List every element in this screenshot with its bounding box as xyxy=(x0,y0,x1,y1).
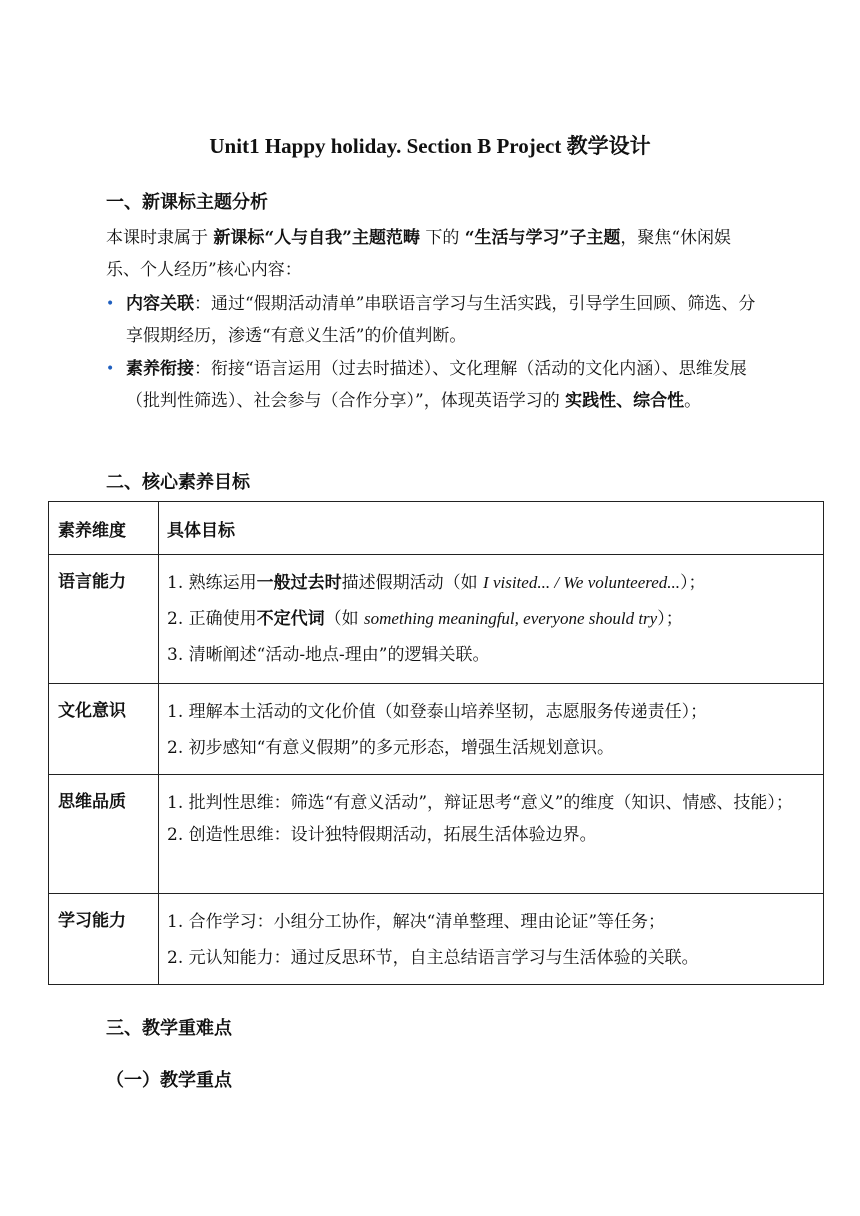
row-dimension: 思维品质 xyxy=(49,775,159,894)
row-goals xyxy=(159,775,824,894)
intro-text-3: ，聚焦“休闲娱乐、个人经历”核心内容： xyxy=(106,228,732,280)
table-header-dimension: 素养维度 xyxy=(49,502,159,555)
section3-subheading: （一）教学重点 xyxy=(106,1070,232,1091)
section2-heading: 二、核心素养目标 xyxy=(106,472,250,493)
table-row xyxy=(49,894,824,985)
row-dimension: 学习能力 xyxy=(49,894,159,985)
row-goals xyxy=(159,684,824,775)
goal-line: 2. 初步感知“有意义假期”的多元形态，增强生活规划意识。 xyxy=(167,738,615,758)
goal-line: 2. 创造性思维：设计独特假期活动，拓展生活体验边界。 xyxy=(167,825,597,845)
bullet-dot-icon: • xyxy=(106,361,115,377)
goal-bold: 不定代词 xyxy=(256,609,325,629)
bullet-label: 素养衔接 xyxy=(126,359,194,379)
row-goals xyxy=(159,894,824,985)
intro-bold-2: “生活与学习”子主题 xyxy=(464,228,621,248)
goal-line: 3. 清晰阐述“活动-地点-理由”的逻辑关联。 xyxy=(167,645,490,665)
section1-heading: 一、新课标主题分析 xyxy=(106,192,268,213)
goal-line xyxy=(167,565,815,601)
goal-bold: 一般过去时 xyxy=(256,573,342,593)
goal-text: ）； xyxy=(657,609,683,629)
goal-text: ）； xyxy=(680,573,706,593)
table-row xyxy=(49,684,824,775)
table-header-goal: 具体目标 xyxy=(159,502,824,555)
intro-text-2: 下的 xyxy=(419,228,465,248)
document-title: Unit1 Happy holiday. Section B Project 教学设计 xyxy=(209,134,651,158)
bullet-dot-icon: • xyxy=(106,296,115,312)
goal-example: I visited... / We volunteered... xyxy=(483,573,681,592)
goal-text: 1. 熟练运用 xyxy=(167,573,257,593)
goal-line: 1. 理解本土活动的文化价值（如登泰山培养坚韧，志愿服务传递责任）； xyxy=(167,702,708,722)
row-dimension: 语言能力 xyxy=(49,555,159,684)
goal-text: 描述假期活动（如 xyxy=(341,573,484,593)
bullet-text: ：衔接“语言运用（过去时描述）、文化理解（活动的文化内涵）、思维发展（批判性筛选）、社会参与（合作分享）”，体现英语学习的 xyxy=(126,359,747,411)
table-header-row xyxy=(49,502,824,555)
objectives-table xyxy=(48,501,824,985)
bullet-bold-tail: 实践性、综合性 xyxy=(565,391,685,411)
bullet-text: ：通过“假期活动清单”串联语言学习与生活实践，引导学生回顾、筛选、分享假期经历，渗透“有意义生活”的价值判断。 xyxy=(126,294,756,346)
section1-intro xyxy=(106,222,756,286)
table-row xyxy=(49,555,824,684)
bullet-label: 内容关联 xyxy=(126,294,194,314)
bullet-item-content xyxy=(106,288,756,352)
bullet-end: 。 xyxy=(684,391,702,411)
goal-text: 2. 正确使用 xyxy=(167,609,257,629)
row-dimension: 文化意识 xyxy=(49,684,159,775)
intro-text-1: 本课时隶属于 xyxy=(106,228,214,248)
goal-line: 1. 合作学习：小组分工协作，解决“清单整理、理由论证”等任务； xyxy=(167,912,666,932)
goal-text: （如 xyxy=(324,609,365,629)
goal-line xyxy=(167,601,815,637)
intro-bold-1: 新课标“人与自我”主题范畴 xyxy=(213,228,420,248)
row-goals xyxy=(159,555,824,684)
table-row xyxy=(49,775,824,894)
goal-line: 1. 批判性思维：筛选“有意义活动”，辩证思考“意义”的维度（知识、情感、技能）； xyxy=(167,793,793,813)
goal-example: something meaningful, everyone should try xyxy=(364,609,658,628)
section3-heading: 三、教学重难点 xyxy=(106,1018,232,1039)
goal-line: 2. 元认知能力：通过反思环节，自主总结语言学习与生活体验的关联。 xyxy=(167,948,699,968)
bullet-item-literacy xyxy=(106,353,756,417)
